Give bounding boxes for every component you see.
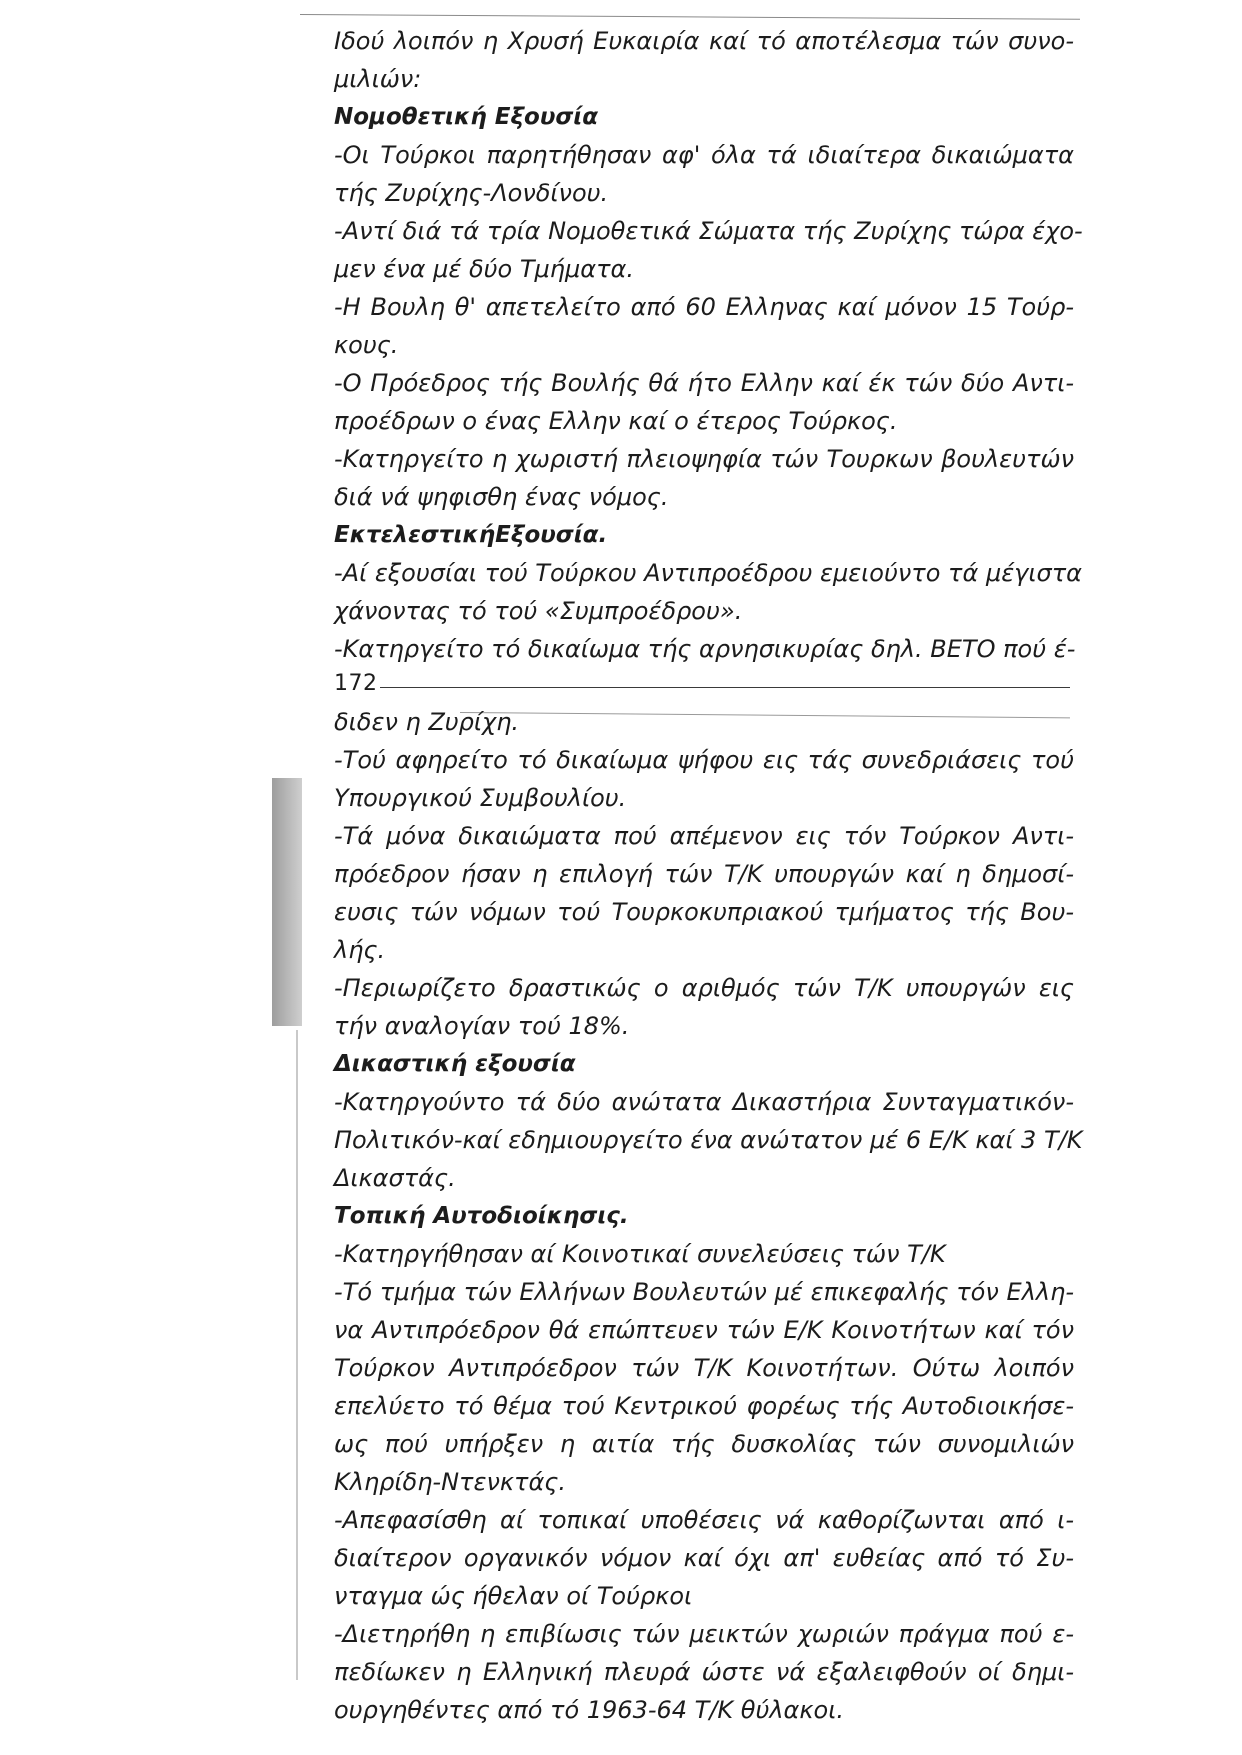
text-line: προέδρων ο ένας Ελλην καί ο έτερος Τούρκος. bbox=[334, 407, 898, 435]
text-line: μιλιών: bbox=[334, 65, 422, 93]
text-line: κους. bbox=[334, 331, 399, 359]
section-heading: Τοπική Αυτοδιοίκησις. bbox=[334, 1203, 629, 1229]
text-line: -Οι Τούρκοι παρητήθησαν αφ' όλα τά ιδιαίτερα δικαιώματα bbox=[334, 141, 1074, 169]
text-line: Κληρίδη-Ντενκτάς. bbox=[334, 1468, 566, 1496]
text-line: νταγμα ώς ήθελαν οί Τούρκοι bbox=[334, 1582, 693, 1610]
lower-text-block bbox=[334, 703, 1083, 1729]
text-line: -Κατηργήθησαν αί Κοινοτικαί συνελεύσεις τών Τ/Κ bbox=[334, 1240, 946, 1268]
scan-shadow-strip bbox=[272, 778, 302, 1026]
top-scan-rule bbox=[300, 14, 1080, 20]
text-line: ως πού υπήρξεν η αιτία τής δυσκολίας τών συνομιλιών bbox=[334, 1430, 1074, 1458]
text-line: -Η Βουλη θ' απετελείτο από 60 Ελληνας καί μόνον 15 Τούρ- bbox=[334, 293, 1074, 321]
upper-text-block bbox=[334, 22, 1083, 668]
section-heading: Δικαστική εξουσία bbox=[334, 1051, 576, 1077]
text-line: -Κατηργούντο τά δύο ανώτατα Δικαστήρια Συνταγματικόν- bbox=[334, 1088, 1074, 1116]
text-line: -Διετηρήθη η επιβίωσις τών μεικτών χωριών πράγμα πού ε- bbox=[334, 1620, 1074, 1648]
text-line: πρόεδρον ήσαν η επιλογή τών Τ/Κ υπουργών καί η δημοσί- bbox=[334, 860, 1074, 888]
text-line: -Περιωρίζετο δραστικώς ο αριθμός τών Τ/Κ υπουργών εις bbox=[334, 974, 1074, 1002]
text-line: ουργηθέντες από τό 1963-64 Τ/Κ θύλακοι. bbox=[334, 1696, 844, 1724]
text-line: επελύετο τό θέμα τού Κεντρικού φορέως τής Αυτοδιοικήσε- bbox=[334, 1392, 1074, 1420]
text-line: -Απεφασίσθη αί τοπικαί υποθέσεις νά καθορίζωνται από ι- bbox=[334, 1506, 1074, 1534]
section-heading: Νομοθετική Εξουσία bbox=[334, 104, 599, 130]
text-line: Δικαστάς. bbox=[334, 1164, 456, 1192]
text-line: ευσις τών νόμων τού Τουρκοκυπριακού τμήματος τής Βου- bbox=[334, 898, 1074, 926]
text-line: -Τά μόνα δικαιώματα πού απέμενον εις τόν Τούρκον Αντι- bbox=[334, 822, 1074, 850]
text-line: χάνοντας τό τού «Συμπροέδρου». bbox=[334, 597, 743, 625]
text-line: -Τό τμήμα τών Ελλήνων Βουλευτών μέ επικεφαλής τόν Ελλη- bbox=[334, 1278, 1074, 1306]
text-line: -Κατηργείτο τό δικαίωμα τής αρνησικυρίας δηλ. ΒΕΤΟ πού έ- bbox=[334, 635, 1076, 663]
section-heading: ΕκτελεστικήΕξουσία. bbox=[334, 522, 608, 548]
text-line: Πολιτικόν-καί εδημιουργείτο ένα ανώτατον μέ 6 Ε/Κ καί 3 Τ/Κ bbox=[334, 1126, 1083, 1154]
text-line: τήν αναλογίαν τού 18%. bbox=[334, 1012, 630, 1040]
text-line: πεδίωκεν η Ελληνική πλευρά ώστε νά εξαλειφθούν οί δημι- bbox=[334, 1658, 1074, 1686]
text-line: λής. bbox=[334, 936, 386, 964]
footer-rule bbox=[380, 687, 1070, 688]
text-line: Ιδού λοιπόν η Χρυσή Ευκαιρία καί τό αποτέλεσμα τών συνο- bbox=[334, 27, 1074, 55]
text-line: Υπουργικού Συμβουλίου. bbox=[334, 784, 627, 812]
text-line: να Αντιπρόεδρον θά επώπτευεν τών Ε/Κ Κοινοτήτων καί τόν bbox=[334, 1316, 1074, 1344]
text-line: διά νά ψηφισθη ένας νόμος. bbox=[334, 483, 669, 511]
text-line: -Κατηργείτο η χωριστή πλειοψηφία τών Τουρκων βουλευτών bbox=[334, 445, 1074, 473]
text-line: -Αντί διά τά τρία Νομοθετικά Σώματα τής Ζυρίχης τώρα έχο- bbox=[334, 217, 1083, 245]
text-line: -Ο Πρόεδρος τής Βουλής θά ήτο Ελλην καί έκ τών δύο Αντι- bbox=[334, 369, 1074, 397]
text-line: -Αί εξουσίαι τού Τούρκου Αντιπροέδρου εμειούντο τά μέγιστα bbox=[334, 559, 1082, 587]
text-line: Τούρκον Αντιπρόεδρον τών Τ/Κ Κοινοτήτων. Ούτω λοιπόν bbox=[334, 1354, 1074, 1382]
text-line: τής Ζυρίχης-Λονδίνου. bbox=[334, 179, 609, 207]
text-line: διαίτερον οργανικόν νόμον καί όχι απ' ευθείας από τό Συ- bbox=[334, 1544, 1074, 1572]
text-line: μεν ένα μέ δύο Τμήματα. bbox=[334, 255, 634, 283]
text-line: διδεν η Ζυρίχη. bbox=[334, 708, 520, 736]
page-footer bbox=[334, 671, 1074, 701]
scan-left-edge bbox=[296, 1030, 298, 1680]
text-line: -Τού αφηρείτο τό δικαίωμα ψήφου εις τάς συνεδριάσεις τού bbox=[334, 746, 1074, 774]
page-number: 172 bbox=[334, 671, 378, 696]
